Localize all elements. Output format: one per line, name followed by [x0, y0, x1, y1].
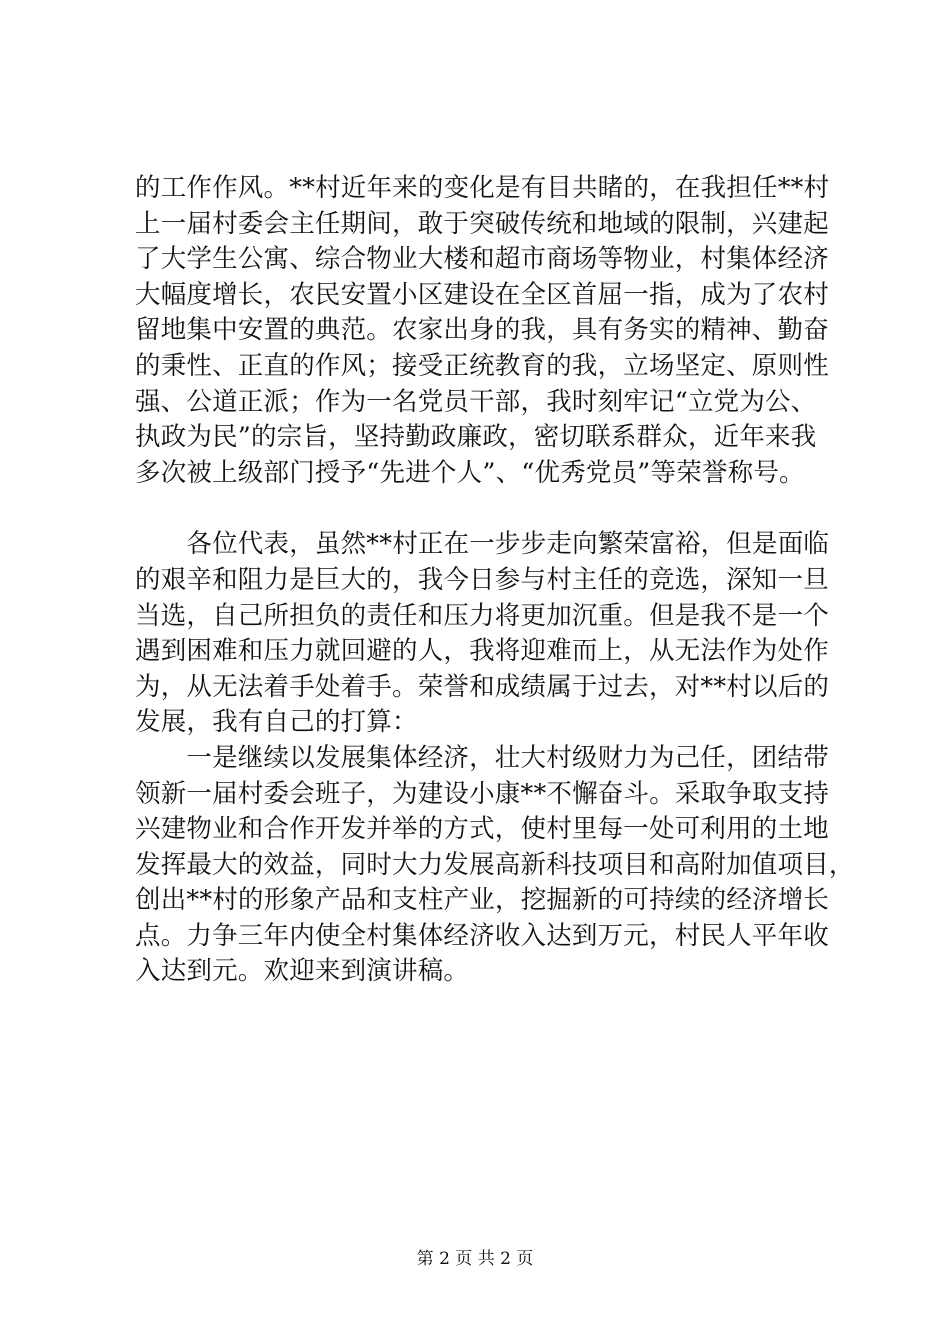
text-line: 一是继续以发展集体经济，壮大村级财力为己任，团结带 [135, 742, 829, 773]
text-line: 点。力争三年内使全村集体经济收入达到万元，村民人平年收 [135, 920, 829, 951]
text-line: 发挥最大的效益，同时大力发展高新科技项目和高附加值项目， [135, 849, 855, 880]
text-line: 的工作作风。**村近年来的变化是有目共睹的，在我担任**村 [135, 173, 830, 203]
paragraph-1 [135, 171, 835, 491]
text-line: 当选，自己所担负的责任和压力将更加沉重。但是我不是一个 [135, 600, 829, 631]
text-line: 了大学生公寓、综合物业大楼和超市商场等物业，村集体经济 [135, 244, 829, 275]
text-line: 遇到困难和压力就回避的人，我将迎难而上，从无法作为处作 [135, 636, 829, 667]
text-line: 领新一届村委会班子，为建设小康**不懈奋斗。采取争取支持 [135, 778, 830, 809]
paragraph-spacer [135, 491, 835, 527]
document-body [135, 171, 855, 990]
text-line: 上一届村委会主任期间，敢于突破传统和地域的限制，兴建起 [135, 208, 829, 239]
text-line: 为，从无法着手处着手。荣誉和成绩属于过去，对**村以后的 [135, 671, 830, 702]
paragraph-3 [135, 741, 855, 990]
paragraph-2 [135, 527, 835, 741]
text-line: 执政为民”的宗旨，坚持勤政廉政，密切联系群众，近年来我 [135, 422, 817, 453]
text-line: 入达到元。欢迎来到演讲稿。 [135, 956, 470, 987]
text-line: 大幅度增长，农民安置小区建设在全区首屈一指，成为了农村 [135, 279, 829, 310]
text-line: 多次被上级部门授予“先进个人”、“优秀党员”等荣誉称号。 [135, 457, 805, 488]
text-line: 强、公道正派；作为一名党员干部，我时刻牢记“立党为公、 [135, 386, 817, 417]
text-line: 各位代表，虽然**村正在一步步走向繁荣富裕，但是面临 [135, 529, 830, 560]
page-number-footer: 第 2 页 共 2 页 [416, 1249, 534, 1269]
text-line: 留地集中安置的典范。农家出身的我，具有务实的精神、勤奋 [135, 315, 829, 346]
text-line: 兴建物业和合作开发并举的方式，使村里每一处可利用的土地 [135, 814, 829, 845]
text-line: 的秉性、正直的作风；接受正统教育的我，立场坚定、原则性 [135, 350, 829, 381]
text-line: 创出**村的形象产品和支柱产业，挖掘新的可持续的经济增长 [135, 885, 830, 916]
text-line: 发展，我有自己的打算： [135, 707, 418, 738]
text-line: 的艰辛和阻力是巨大的，我今日参与村主任的竞选，深知一旦 [135, 564, 829, 595]
